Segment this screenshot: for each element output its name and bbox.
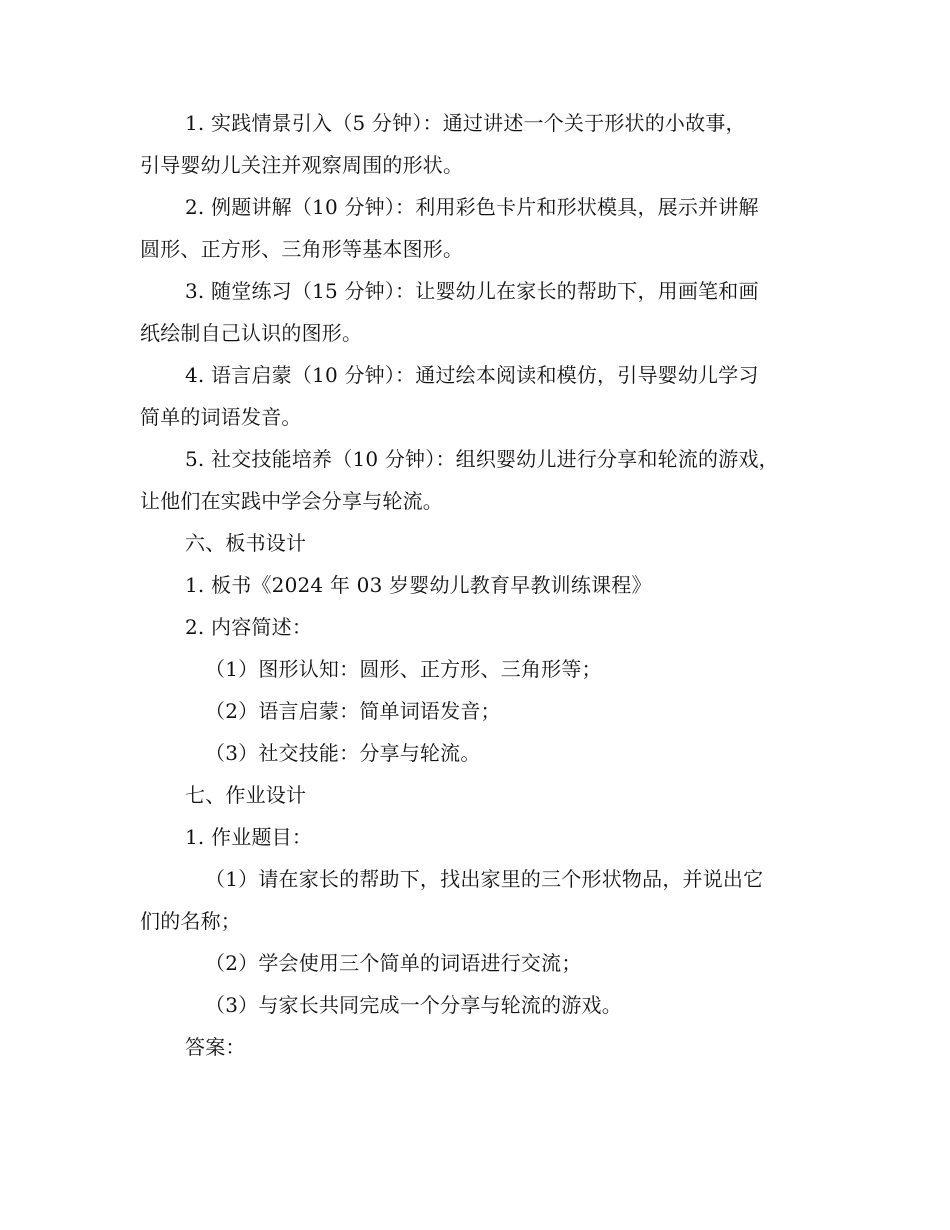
homework-subitem-1-line-2: 们的名称； [140,909,241,933]
item-2-line-1: 2. 例题讲解（10 分钟）：利用彩色卡片和形状模具，展示并讲解 [185,195,759,219]
item-5-line-1: 5. 社交技能培养（10 分钟）：组织婴幼儿进行分享和轮流的游戏， [185,447,779,471]
item-4-line-1: 4. 语言启蒙（10 分钟）：通过绘本阅读和模仿，引导婴幼儿学习 [185,363,759,387]
answer-label: 答案： [185,1035,246,1059]
section-heading-homework-design: 七、作业设计 [185,783,307,807]
board-item-2: 2. 内容简述： [185,615,313,639]
item-2-line-2: 圆形、正方形、三角形等基本图形。 [140,237,464,261]
board-subitem-2: （2）语言启蒙：简单词语发音； [205,699,501,723]
board-subitem-1: （1）图形认知：圆形、正方形、三角形等； [205,657,602,681]
item-4-line-2: 简单的词语发音。 [140,405,302,429]
item-3-line-2: 纸绘制自己认识的图形。 [140,321,363,345]
homework-subitem-1-line-1: （1）请在家长的帮助下，找出家里的三个形状物品，并说出它 [205,867,764,891]
board-subitem-3: （3）社交技能：分享与轮流。 [205,741,481,765]
section-heading-board-design: 六、板书设计 [185,531,307,555]
item-1-line-2: 引导婴幼儿关注并观察周围的形状。 [140,153,464,177]
item-1-line-1: 1. 实践情景引入（5 分钟）：通过讲述一个关于形状的小故事， [185,111,746,135]
item-5-line-2: 让他们在实践中学会分享与轮流。 [140,489,443,513]
homework-subitem-3: （3）与家长共同完成一个分享与轮流的游戏。 [205,993,622,1017]
homework-subitem-2: （2）学会使用三个简单的词语进行交流； [205,951,582,975]
item-3-line-1: 3. 随堂练习（15 分钟）：让婴幼儿在家长的帮助下，用画笔和画 [185,279,759,303]
homework-item-1: 1. 作业题目： [185,825,313,849]
board-item-1: 1. 板书《2024 年 03 岁婴幼儿教育早教训练课程》 [185,573,652,597]
